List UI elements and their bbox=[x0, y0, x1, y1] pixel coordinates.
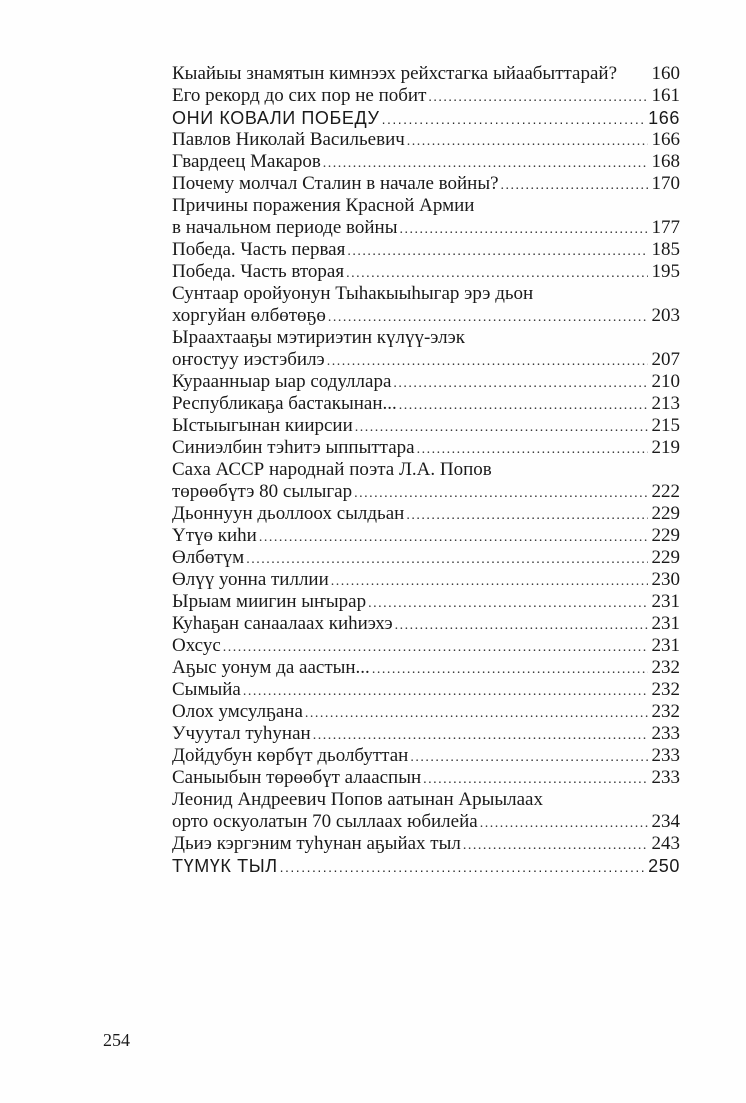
toc-entry-title: Победа. Часть первая bbox=[172, 239, 346, 260]
toc-entry-line-final bbox=[172, 393, 680, 415]
dot-leader bbox=[243, 681, 648, 703]
toc-entry-page: 210 bbox=[651, 371, 680, 392]
toc-entry-line-final bbox=[172, 657, 680, 679]
toc-entry-line-final bbox=[172, 767, 680, 789]
dot-leader bbox=[410, 747, 647, 769]
toc-entry bbox=[172, 657, 680, 679]
toc-entry-page: 219 bbox=[651, 437, 680, 458]
dot-leader bbox=[382, 108, 645, 130]
toc-entry-title: Аҕыс уонум да аастын... bbox=[172, 657, 370, 678]
toc-entry bbox=[172, 723, 680, 745]
toc-entry-title: Олох умсулҕана bbox=[172, 701, 303, 722]
dot-leader bbox=[417, 439, 648, 461]
toc-entry bbox=[172, 173, 680, 195]
toc-entry-title: Дьиэ кэргэним туһунан аҕыйах тыл bbox=[172, 833, 461, 854]
toc-entry-page: 203 bbox=[651, 305, 680, 326]
toc-entry-line-final bbox=[172, 107, 680, 129]
toc-entry-line-final bbox=[172, 305, 680, 327]
dot-leader bbox=[355, 417, 648, 439]
toc-entry bbox=[172, 855, 680, 877]
toc-entry-line-final bbox=[172, 613, 680, 635]
toc-entry-page: 233 bbox=[651, 745, 680, 766]
dot-leader bbox=[480, 813, 648, 835]
toc-entry bbox=[172, 701, 680, 723]
toc-entry-title: Сымыйа bbox=[172, 679, 241, 700]
toc-entry-title: Причины поражения Красной Армии bbox=[172, 195, 475, 216]
toc-entry bbox=[172, 107, 680, 129]
toc-entry-line-final bbox=[172, 679, 680, 701]
toc-entry-title: в начальном периоде войны bbox=[172, 217, 398, 238]
toc-entry-line-final bbox=[172, 239, 680, 261]
dot-leader bbox=[327, 351, 648, 373]
toc-entry-line-final bbox=[172, 415, 680, 437]
toc-entry bbox=[172, 415, 680, 437]
toc-entry-line bbox=[172, 283, 680, 305]
toc-entry-line bbox=[172, 327, 680, 349]
toc-entry bbox=[172, 151, 680, 173]
toc-entry-line-final bbox=[172, 701, 680, 723]
toc-entry bbox=[172, 195, 680, 239]
toc-entry-title: Өлбөтүм bbox=[172, 547, 245, 568]
toc-entry-page: 215 bbox=[651, 415, 680, 436]
toc-entry-page: 222 bbox=[651, 481, 680, 502]
toc-entry-title: Үтүө киһи bbox=[172, 525, 257, 546]
toc-entry bbox=[172, 239, 680, 261]
dot-leader bbox=[305, 703, 648, 725]
toc-entry-page: 229 bbox=[651, 503, 680, 524]
toc-entry-title: Кураанныар ыар содуллара bbox=[172, 371, 392, 392]
toc-entry-page: 177 bbox=[651, 217, 680, 238]
toc-entry bbox=[172, 393, 680, 415]
toc-entry bbox=[172, 283, 680, 327]
toc-entry-page: 168 bbox=[651, 151, 680, 172]
toc-entry bbox=[172, 503, 680, 525]
dot-leader bbox=[501, 175, 648, 197]
dot-leader bbox=[407, 131, 648, 153]
toc-entry bbox=[172, 635, 680, 657]
toc-entry bbox=[172, 261, 680, 283]
toc-entry-page: 231 bbox=[651, 613, 680, 634]
toc-entry bbox=[172, 437, 680, 459]
dot-leader bbox=[347, 241, 647, 263]
toc-entry-line-final bbox=[172, 437, 680, 459]
toc-entry-title: орто оскуолатын 70 сыллаах юбилейа bbox=[172, 811, 478, 832]
toc-entry bbox=[172, 525, 680, 547]
toc-entry-line-final bbox=[172, 723, 680, 745]
toc-entry-page: 250 bbox=[648, 856, 680, 876]
dot-leader bbox=[393, 373, 647, 395]
toc-entry-line-final bbox=[172, 525, 680, 547]
toc-entry-title: Охсус bbox=[172, 635, 221, 656]
toc-entry-line-final bbox=[172, 85, 680, 107]
dot-leader bbox=[399, 395, 648, 417]
dot-leader bbox=[463, 835, 648, 857]
toc-entry-line bbox=[172, 459, 680, 481]
toc-entry bbox=[172, 745, 680, 767]
toc-entry-line-final bbox=[172, 569, 680, 591]
toc-entry-title: Дьоннуун дьоллоох сылдьан bbox=[172, 503, 405, 524]
dot-leader bbox=[372, 659, 648, 681]
toc-entry-line-final bbox=[172, 635, 680, 657]
toc-entry-title: Учуутал туһунан bbox=[172, 723, 311, 744]
toc-entry-title: Ыраахтааҕы мэтириэтин күлүү-элэк bbox=[172, 327, 465, 348]
toc-entry-title: Саныыбын төрөөбүт алааспын bbox=[172, 767, 422, 788]
dot-leader bbox=[259, 527, 648, 549]
dot-leader bbox=[246, 549, 647, 571]
toc-entry-page: 161 bbox=[651, 85, 680, 106]
toc-entry bbox=[172, 85, 680, 107]
toc-entry-title: Ырыам миигин ыҥырар bbox=[172, 591, 367, 612]
toc-entry bbox=[172, 371, 680, 393]
toc-entry-title: Почему молчал Сталин в начале войны? bbox=[172, 173, 499, 194]
toc-entry-title: ОНИ КОВАЛИ ПОБЕДУ bbox=[172, 108, 380, 128]
dot-leader bbox=[280, 856, 645, 878]
toc-entry-page: 232 bbox=[651, 701, 680, 722]
toc-entry-title: Сунтаар оройуонун Тыһакыыһыгар эрэ дьон bbox=[172, 283, 534, 304]
toc-entry-title: Синиэлбин тэһитэ ыппыттара bbox=[172, 437, 415, 458]
toc-entry bbox=[172, 767, 680, 789]
toc-entry-page: 185 bbox=[651, 239, 680, 260]
toc-entry bbox=[172, 459, 680, 503]
toc-entry-title: Куһаҕан санаалаах киһиэхэ bbox=[172, 613, 393, 634]
toc-entry-page: 170 bbox=[651, 173, 680, 194]
dot-leader bbox=[399, 219, 647, 241]
toc-entry-line-final bbox=[172, 371, 680, 393]
toc-entry-page: 207 bbox=[651, 349, 680, 370]
toc-entry-line-final bbox=[172, 173, 680, 195]
toc-entry bbox=[172, 63, 680, 85]
toc-entry-page: 166 bbox=[651, 129, 680, 150]
toc-entry-page: 232 bbox=[651, 679, 680, 700]
toc-entry-page: 243 bbox=[651, 833, 680, 854]
page-number: 254 bbox=[103, 1030, 130, 1050]
toc-entry bbox=[172, 679, 680, 701]
toc-entry-title: Ыстыыгынан киирсии bbox=[172, 415, 353, 436]
toc-entry-page: 229 bbox=[651, 547, 680, 568]
toc-entry-title: Дойдубун көрбүт дьолбуттан bbox=[172, 745, 409, 766]
toc-entry-title: Гвардеец Макаров bbox=[172, 151, 321, 172]
dot-leader bbox=[428, 87, 647, 109]
dot-leader bbox=[354, 483, 647, 505]
toc-entry-title: төрөөбүтэ 80 сылыгар bbox=[172, 481, 353, 502]
toc-entry-line-final bbox=[172, 481, 680, 503]
dot-leader bbox=[395, 615, 648, 637]
toc-entry-line bbox=[172, 789, 680, 811]
toc-entry-title: Кыайыы знамятын кимнээх рейхстагка ыйаабыттарай? bbox=[172, 63, 617, 84]
toc-entry-title: Леонид Андреевич Попов аатынан Арыылаах bbox=[172, 789, 543, 810]
toc-entry-title: Республикаҕа бастакынан... bbox=[172, 393, 397, 414]
toc-entry bbox=[172, 789, 680, 833]
toc-entry-line-final bbox=[172, 745, 680, 767]
dot-leader bbox=[223, 637, 648, 659]
toc-entry bbox=[172, 569, 680, 591]
toc-entry bbox=[172, 613, 680, 635]
dot-leader bbox=[313, 725, 648, 747]
toc-entry-page: 195 bbox=[651, 261, 680, 282]
table-of-contents bbox=[172, 63, 680, 877]
dot-leader bbox=[323, 153, 648, 175]
toc-entry-line-final bbox=[172, 349, 680, 371]
dot-leader bbox=[328, 307, 648, 329]
toc-entry-title: Павлов Николай Васильевич bbox=[172, 129, 405, 150]
toc-entry-page: 233 bbox=[651, 767, 680, 788]
toc-entry-page: 234 bbox=[651, 811, 680, 832]
toc-entry-page: 231 bbox=[651, 591, 680, 612]
toc-entry-page: 232 bbox=[651, 657, 680, 678]
toc-entry-page: 160 bbox=[651, 63, 680, 84]
toc-entry bbox=[172, 129, 680, 151]
toc-entry-line bbox=[172, 195, 680, 217]
toc-entry-page: 166 bbox=[648, 108, 680, 128]
toc-entry bbox=[172, 833, 680, 855]
toc-entry-line-final bbox=[172, 833, 680, 855]
toc-entry-title: Его рекорд до сих пор не побит bbox=[172, 85, 427, 106]
toc-entry-line-final bbox=[172, 547, 680, 569]
toc-entry bbox=[172, 547, 680, 569]
toc-entry-line-final bbox=[172, 811, 680, 833]
dot-leader bbox=[331, 571, 648, 593]
toc-entry-page: 229 bbox=[651, 525, 680, 546]
toc-entry-line-final bbox=[172, 591, 680, 613]
toc-entry-line-final bbox=[172, 503, 680, 525]
toc-entry-title: ТҮМҮК ТЫЛ bbox=[172, 856, 278, 876]
toc-entry-line-final bbox=[172, 151, 680, 173]
dot-leader bbox=[423, 769, 647, 791]
toc-entry-title: Победа. Часть вторая bbox=[172, 261, 345, 282]
toc-entry-title: оҥостуу иэстэбилэ bbox=[172, 349, 325, 370]
dot-leader bbox=[368, 593, 647, 615]
toc-entry-title: Өлүү уонна тиллии bbox=[172, 569, 329, 590]
toc-entry-title: хоргуйан өлбөтөҕө bbox=[172, 305, 326, 326]
toc-entry-page: 230 bbox=[651, 569, 680, 590]
toc-entry-page: 231 bbox=[651, 635, 680, 656]
toc-entry-line-final bbox=[172, 217, 680, 239]
toc-entry bbox=[172, 327, 680, 371]
toc-entry-page: 233 bbox=[651, 723, 680, 744]
toc-entry-line-final bbox=[172, 63, 680, 85]
dot-leader bbox=[346, 263, 647, 285]
toc-entry-title: Саха АССР народнай поэта Л.А. Попов bbox=[172, 459, 492, 480]
toc-entry-line-final bbox=[172, 129, 680, 151]
toc-entry bbox=[172, 591, 680, 613]
toc-entry-line-final bbox=[172, 855, 680, 877]
toc-entry-page: 213 bbox=[651, 393, 680, 414]
toc-entry-line-final bbox=[172, 261, 680, 283]
dot-leader bbox=[406, 505, 647, 527]
